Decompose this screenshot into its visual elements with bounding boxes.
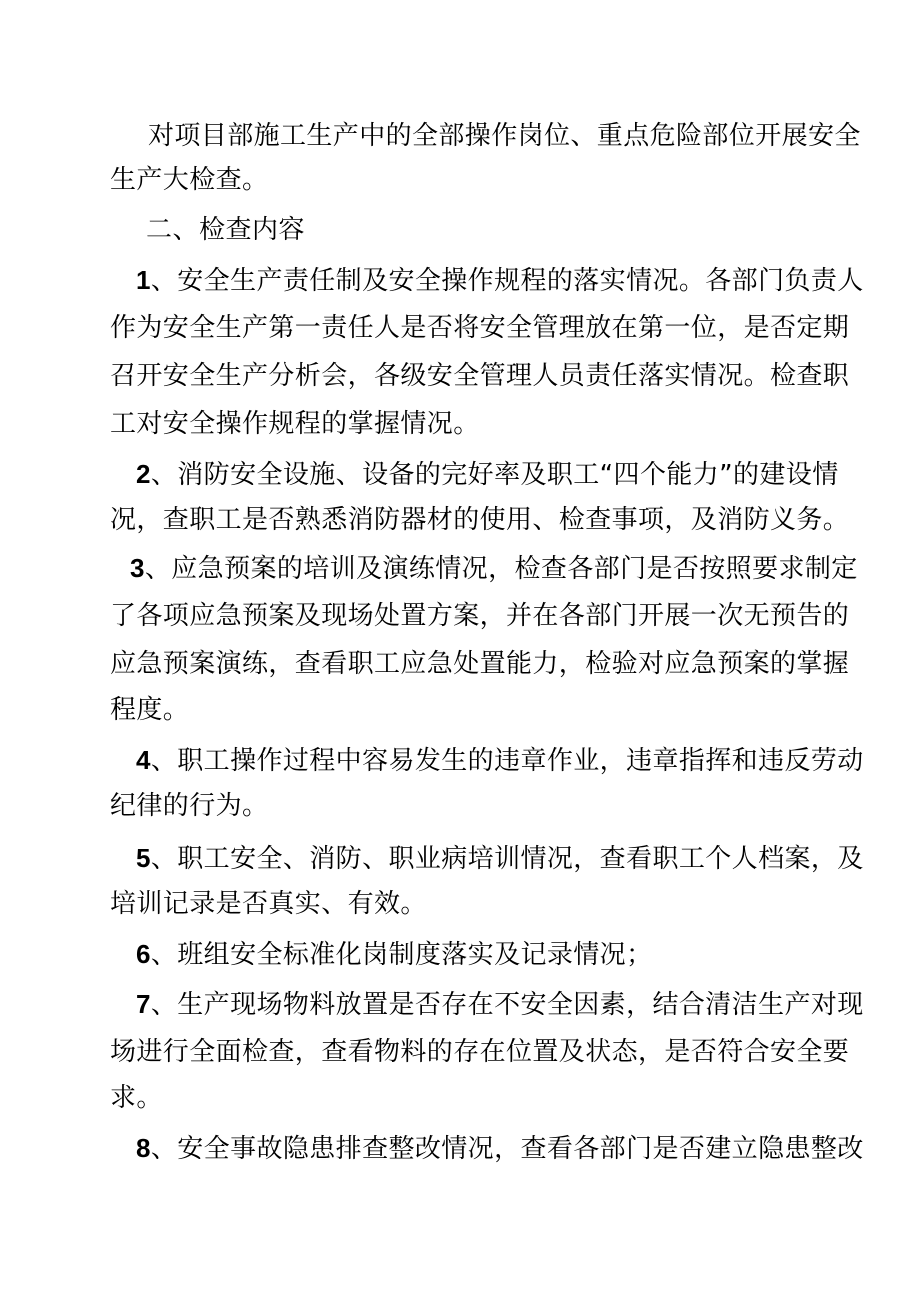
- item-7-line-2: 场进行全面检查，查看物料的存在位置及状态，是否符合安全要: [110, 1037, 850, 1067]
- item-1-line-3: 召开安全生产分析会，各级安全管理人员责任落实情况。检查职: [110, 361, 850, 391]
- item-number: 6: [136, 939, 151, 969]
- item-2-line-1: 2、消防安全设施、设备的完好率及职工“四个能力”的建设情: [136, 459, 839, 490]
- item-number: 4: [136, 745, 151, 775]
- item-2-line-2: 况，查职工是否熟悉消防器材的使用、检查事项，及消防义务。: [110, 505, 850, 535]
- item-number: 1: [136, 265, 151, 295]
- item-3-line-4: 程度。: [110, 695, 190, 725]
- item-3-line-1: 3、应急预案的培训及演练情况，检查各部门是否按照要求制定: [130, 553, 858, 584]
- item-number: 7: [136, 989, 151, 1019]
- item-4-line-2: 纪律的行为。: [110, 791, 269, 821]
- item-3-line-3: 应急预案演练，查看职工应急处置能力，检验对应急预案的掌握: [110, 649, 850, 679]
- intro-line-2: 生产大检查。: [110, 165, 269, 195]
- item-number: 2: [136, 459, 151, 489]
- item-number: 5: [136, 843, 151, 873]
- item-5-line-1: 5、职工安全、消防、职业病培训情况，查看职工个人档案，及: [136, 843, 864, 874]
- item-number: 3: [130, 553, 145, 583]
- item-1-line-1: 1、安全生产责任制及安全操作规程的落实情况。各部门负责人: [136, 265, 864, 296]
- item-8-line-1: 8、安全事故隐患排查整改情况，查看各部门是否建立隐患整改: [136, 1133, 864, 1164]
- item-3-line-2: 了各项应急预案及现场处置方案，并在各部门开展一次无预告的: [110, 601, 850, 631]
- item-7-line-3: 求。: [110, 1083, 163, 1113]
- item-4-line-1: 4、职工操作过程中容易发生的违章作业，违章指挥和违反劳动: [136, 745, 864, 776]
- item-1-line-4: 工对安全操作规程的掌握情况。: [110, 409, 480, 439]
- item-5-line-2: 培训记录是否真实、有效。: [110, 889, 427, 919]
- item-1-line-2: 作为安全生产第一责任人是否将安全管理放在第一位，是否定期: [110, 313, 850, 343]
- item-6-line-1: 6、班组安全标准化岗制度落实及记录情况；: [136, 939, 653, 970]
- item-7-line-1: 7、生产现场物料放置是否存在不安全因素，结合清洁生产对现: [136, 989, 864, 1020]
- section-heading: 二、检查内容: [146, 215, 306, 245]
- item-number: 8: [136, 1133, 151, 1163]
- intro-line-1: 对项目部施工生产中的全部操作岗位、重点危险部位开展安全: [148, 121, 861, 151]
